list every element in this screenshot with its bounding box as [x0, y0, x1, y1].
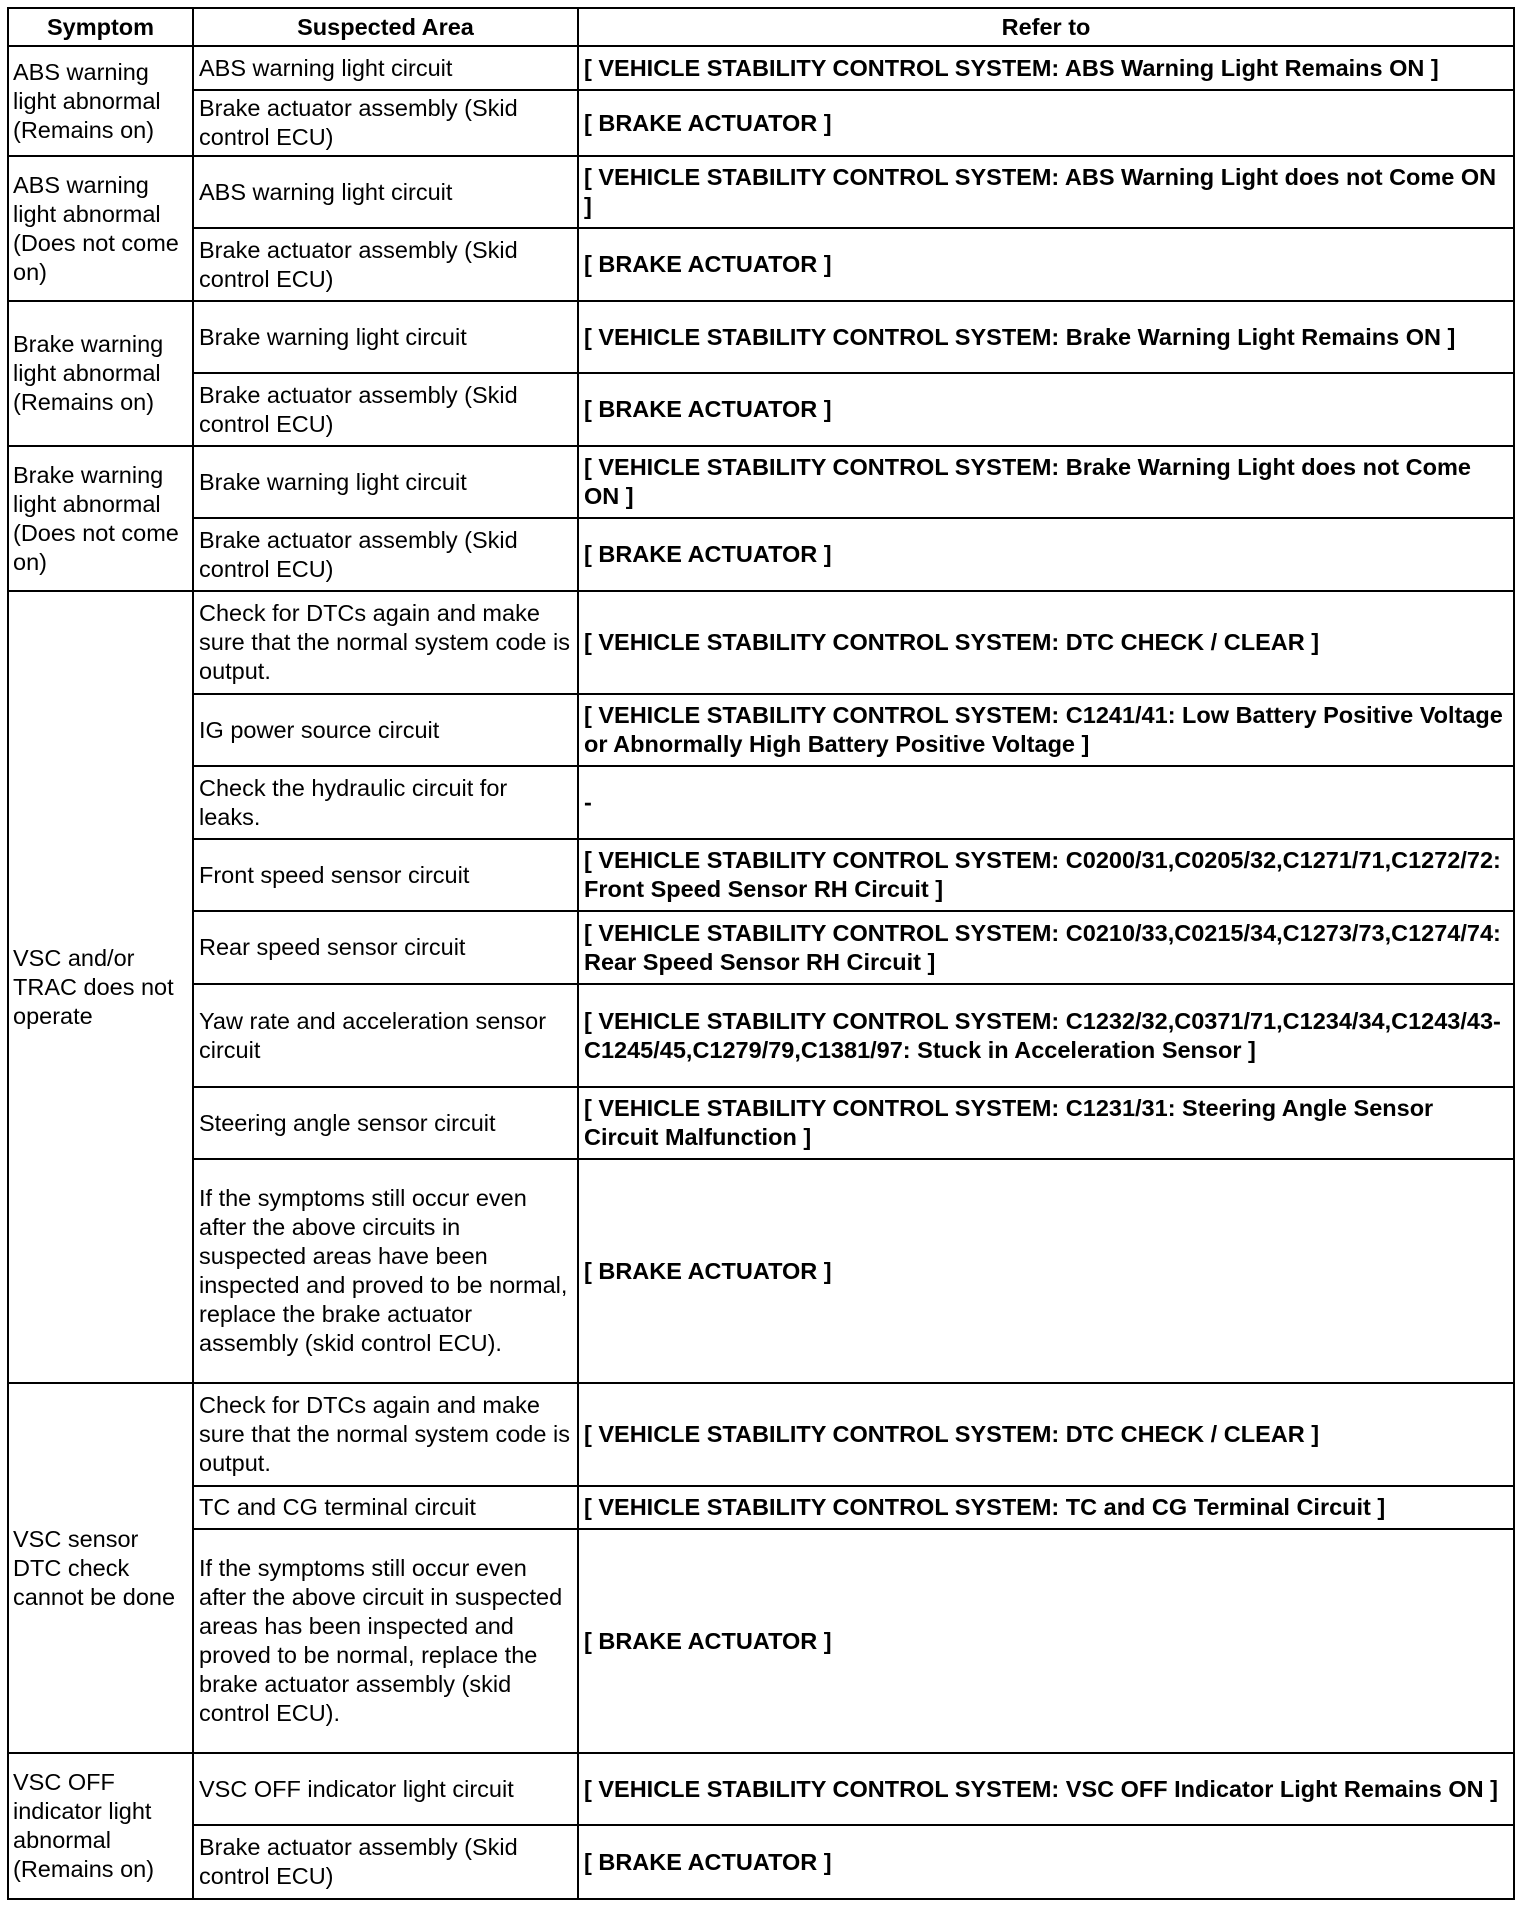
symptom-cell: ABS warning light abnormal (Does not come on) [8, 156, 193, 301]
symptom-cell: Brake warning light abnormal (Does not come on) [8, 446, 193, 591]
refer-to-link[interactable]: [ BRAKE ACTUATOR ] [578, 228, 1514, 301]
table-row [8, 911, 1514, 984]
suspected-area-cell: Check for DTCs again and make sure that the normal system code is output. [193, 591, 578, 694]
refer-to-link[interactable]: [ VEHICLE STABILITY CONTROL SYSTEM: VSC OFF Indicator Light Remains ON ] [578, 1753, 1514, 1825]
refer-to-link[interactable]: [ VEHICLE STABILITY CONTROL SYSTEM: DTC CHECK / CLEAR ] [578, 591, 1514, 694]
table-header [8, 8, 1514, 46]
refer-to-link[interactable]: [ VEHICLE STABILITY CONTROL SYSTEM: C1231/31: Steering Angle Sensor Circuit Malfunction ] [578, 1087, 1514, 1159]
suspected-area-cell: Rear speed sensor circuit [193, 911, 578, 984]
table-row [8, 984, 1514, 1087]
refer-to-link[interactable]: [ BRAKE ACTUATOR ] [578, 90, 1514, 156]
suspected-area-cell: Brake actuator assembly (Skid control ECU) [193, 1825, 578, 1899]
suspected-area-cell: Brake warning light circuit [193, 446, 578, 518]
refer-to-link[interactable]: [ VEHICLE STABILITY CONTROL SYSTEM: Brake Warning Light does not Come ON ] [578, 446, 1514, 518]
header-row [8, 8, 1514, 46]
suspected-area-cell: Brake actuator assembly (Skid control ECU) [193, 373, 578, 446]
suspected-area-cell: Brake actuator assembly (Skid control ECU) [193, 228, 578, 301]
table-row [8, 301, 1514, 373]
table-row [8, 1087, 1514, 1159]
suspected-area-cell: Front speed sensor circuit [193, 839, 578, 911]
refer-to-link[interactable]: [ BRAKE ACTUATOR ] [578, 1825, 1514, 1899]
table-row [8, 1825, 1514, 1899]
table-row [8, 1753, 1514, 1825]
refer-to-link[interactable]: [ VEHICLE STABILITY CONTROL SYSTEM: ABS Warning Light does not Come ON ] [578, 156, 1514, 228]
table-row [8, 46, 1514, 90]
table-row [8, 1486, 1514, 1529]
refer-to-link[interactable]: [ BRAKE ACTUATOR ] [578, 518, 1514, 591]
refer-to-link[interactable]: [ BRAKE ACTUATOR ] [578, 1159, 1514, 1383]
refer-to-link[interactable]: [ VEHICLE STABILITY CONTROL SYSTEM: Brake Warning Light Remains ON ] [578, 301, 1514, 373]
symptom-cell: Brake warning light abnormal (Remains on) [8, 301, 193, 446]
refer-to-link[interactable]: - [578, 766, 1514, 839]
symptom-cell: ABS warning light abnormal (Remains on) [8, 46, 193, 156]
table-row [8, 90, 1514, 156]
suspected-area-cell: Brake actuator assembly (Skid control ECU) [193, 90, 578, 156]
suspected-area-cell: VSC OFF indicator light circuit [193, 1753, 578, 1825]
header-refer-to: Refer to [578, 8, 1514, 46]
symptom-cell: VSC and/or TRAC does not operate [8, 591, 193, 1383]
table-row [8, 373, 1514, 446]
suspected-area-cell: Brake warning light circuit [193, 301, 578, 373]
table-row [8, 446, 1514, 518]
table-row [8, 156, 1514, 228]
refer-to-link[interactable]: [ BRAKE ACTUATOR ] [578, 373, 1514, 446]
suspected-area-cell: Yaw rate and acceleration sensor circuit [193, 984, 578, 1087]
suspected-area-cell: Brake actuator assembly (Skid control ECU) [193, 518, 578, 591]
symptom-cell: VSC sensor DTC check cannot be done [8, 1383, 193, 1753]
table-body [8, 46, 1514, 1899]
refer-to-link[interactable]: [ VEHICLE STABILITY CONTROL SYSTEM: C0210/33,C0215/34,C1273/73,C1274/74: Rear Speed Sensor RH Circuit ] [578, 911, 1514, 984]
refer-to-link[interactable]: [ BRAKE ACTUATOR ] [578, 1529, 1514, 1753]
suspected-area-cell: If the symptoms still occur even after the above circuit in suspected areas has been inspected and proved to be normal, replace the brake actuator assembly (skid control ECU). [193, 1529, 578, 1753]
suspected-area-cell: ABS warning light circuit [193, 46, 578, 90]
suspected-area-cell: IG power source circuit [193, 694, 578, 766]
table-row [8, 591, 1514, 694]
header-suspected-area: Suspected Area [193, 8, 578, 46]
table-row [8, 1159, 1514, 1383]
header-symptom: Symptom [8, 8, 193, 46]
problem-symptoms-table [7, 7, 1515, 1900]
table-row [8, 518, 1514, 591]
suspected-area-cell: Check the hydraulic circuit for leaks. [193, 766, 578, 839]
refer-to-link[interactable]: [ VEHICLE STABILITY CONTROL SYSTEM: C1232/32,C0371/71,C1234/34,C1243/43-C1245/45,C1279/79,C1381/97: Stuck in Acceleration Sensor ] [578, 984, 1514, 1087]
suspected-area-cell: Check for DTCs again and make sure that the normal system code is output. [193, 1383, 578, 1486]
suspected-area-cell: If the symptoms still occur even after the above circuits in suspected areas have been inspected and proved to be normal, replace the brake actuator assembly (skid control ECU). [193, 1159, 578, 1383]
suspected-area-cell: ABS warning light circuit [193, 156, 578, 228]
suspected-area-cell: TC and CG terminal circuit [193, 1486, 578, 1529]
refer-to-link[interactable]: [ VEHICLE STABILITY CONTROL SYSTEM: TC and CG Terminal Circuit ] [578, 1486, 1514, 1529]
table-row [8, 1383, 1514, 1486]
table-row [8, 694, 1514, 766]
refer-to-link[interactable]: [ VEHICLE STABILITY CONTROL SYSTEM: DTC CHECK / CLEAR ] [578, 1383, 1514, 1486]
suspected-area-cell: Steering angle sensor circuit [193, 1087, 578, 1159]
table-row [8, 839, 1514, 911]
refer-to-link[interactable]: [ VEHICLE STABILITY CONTROL SYSTEM: ABS Warning Light Remains ON ] [578, 46, 1514, 90]
table-row [8, 228, 1514, 301]
table-row [8, 766, 1514, 839]
refer-to-link[interactable]: [ VEHICLE STABILITY CONTROL SYSTEM: C0200/31,C0205/32,C1271/71,C1272/72: Front Speed Sensor RH Circuit ] [578, 839, 1514, 911]
refer-to-link[interactable]: [ VEHICLE STABILITY CONTROL SYSTEM: C1241/41: Low Battery Positive Voltage or Abnormally High Battery Positive Voltage ] [578, 694, 1514, 766]
symptom-cell: VSC OFF indicator light abnormal (Remains on) [8, 1753, 193, 1899]
table-row [8, 1529, 1514, 1753]
